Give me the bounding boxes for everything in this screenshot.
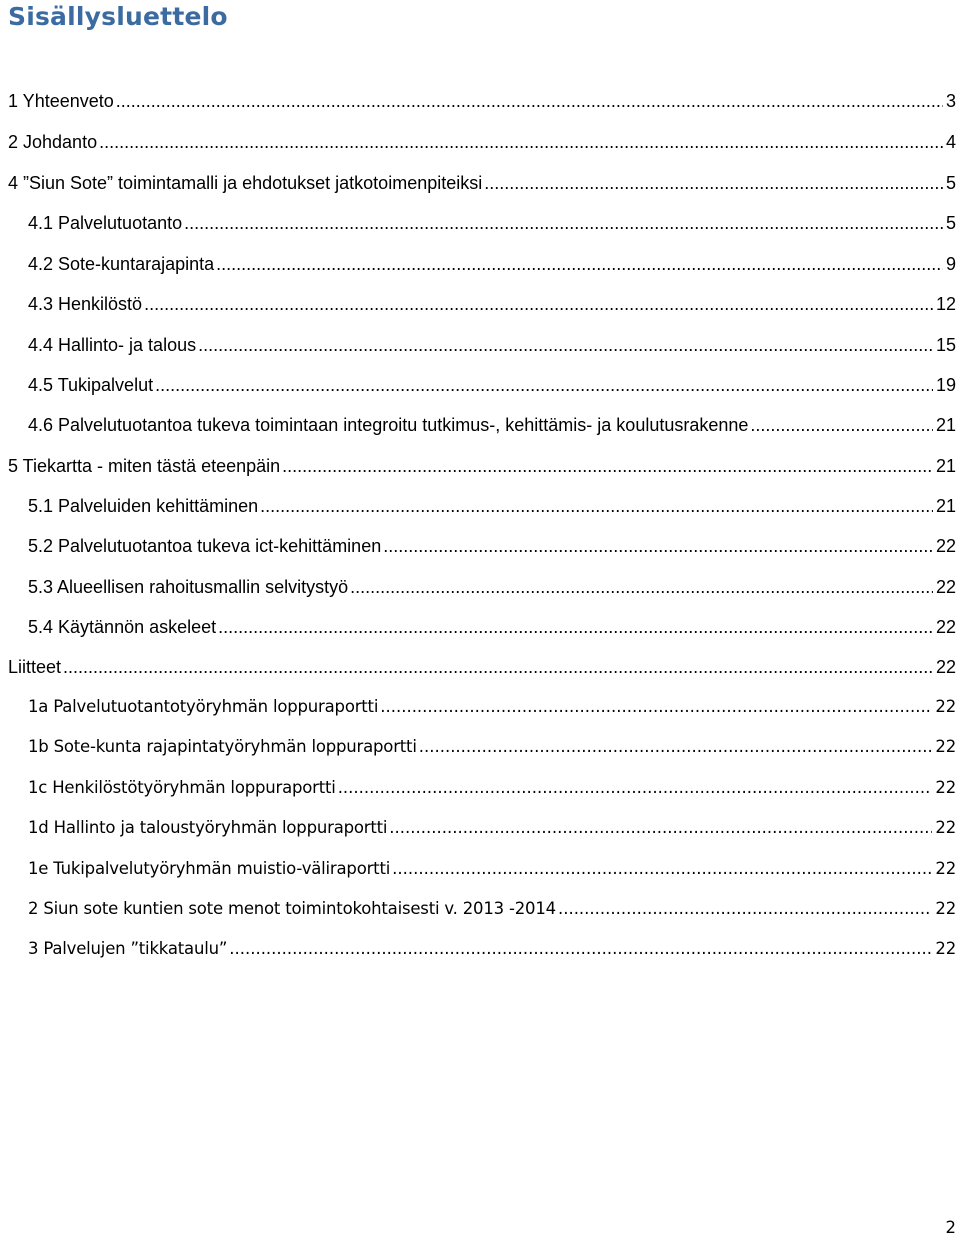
toc-entry-yhteenveto[interactable]: [8, 87, 956, 115]
toc-leader: [198, 331, 933, 359]
toc-entry-text: 5 Tiekartta - miten tästä eteenpäin: [8, 456, 281, 476]
toc-entry-text: 5.3 Alueellisen rahoitusmallin selvitystyö: [28, 577, 349, 597]
toc-leader: [184, 209, 943, 237]
toc-entry-text: 1e Tukipalvelutyöryhmän muistio-väliraportti: [28, 859, 391, 878]
toc-leader: [260, 492, 933, 520]
toc-entry-page: 21: [935, 496, 956, 516]
toc-entry-page: 22: [935, 899, 956, 918]
toc-entry-page: 22: [935, 536, 956, 556]
toc-entry-page: 5: [945, 213, 956, 233]
toc-entry-page: 22: [935, 939, 956, 958]
toc-leader: [558, 895, 932, 923]
toc-entry-henkilosto[interactable]: [28, 290, 956, 318]
toc-entry-sote-kuntarajapinta[interactable]: [28, 250, 956, 278]
toc-leader: [282, 452, 933, 480]
toc-entry-page: 12: [935, 294, 956, 314]
toc-entry-text: 4 ”Siun Sote” toimintamalli ja ehdotukset jatkotoimenpiteiksi: [8, 173, 483, 193]
toc-leader: [229, 935, 932, 963]
toc-entry-liitteet[interactable]: [8, 653, 956, 681]
toc-entry-page: 19: [935, 375, 956, 395]
toc-entry-text: 5.1 Palveluiden kehittäminen: [28, 496, 259, 516]
toc-leader: [389, 814, 932, 842]
toc-entry-page: 22: [935, 778, 956, 797]
toc-entry-page: 15: [935, 335, 956, 355]
toc-leader: [383, 532, 933, 560]
toc-entry-liite-1b[interactable]: [28, 733, 956, 761]
toc-entry-text: 4.6 Palvelutuotantoa tukeva toimintaan integroitu tutkimus-, kehittämis- ja koulutusrakenne: [28, 415, 749, 435]
toc-leader: [338, 774, 933, 802]
toc-leader: [218, 613, 933, 641]
toc-entry-page: 22: [935, 818, 956, 837]
toc-entry-page: 4: [945, 132, 956, 152]
toc-entry-page: 3: [945, 91, 956, 111]
toc-entry-toimintamalli[interactable]: [8, 169, 956, 197]
page-number: 2: [945, 1218, 956, 1237]
toc-entry-liite-1e[interactable]: [28, 855, 956, 883]
toc-leader: [116, 87, 943, 115]
toc-entry-page: 22: [935, 697, 956, 716]
toc-entry-page: 5: [945, 173, 956, 193]
toc-entry-text: 4.1 Palvelutuotanto: [28, 213, 183, 233]
toc-leader: [216, 250, 943, 278]
toc-entry-text: 4.4 Hallinto- ja talous: [28, 335, 197, 355]
toc-entry-text: Liitteet: [8, 657, 62, 677]
toc-entry-text: 5.4 Käytännön askeleet: [28, 617, 217, 637]
toc-entry-tki-rakenne[interactable]: [28, 411, 956, 439]
toc-entry-liite-1a[interactable]: [28, 693, 956, 721]
toc-leader: [155, 371, 933, 399]
toc-entry-text: 1d Hallinto ja taloustyöryhmän loppuraportti: [28, 818, 388, 837]
toc-entry-liite-3[interactable]: [28, 935, 956, 963]
toc-entry-text: 3 Palvelujen ”tikkataulu”: [28, 939, 228, 958]
toc-entry-text: 1 Yhteenveto: [8, 91, 114, 111]
toc-entry-text: 4.3 Henkilöstö: [28, 294, 143, 314]
toc-entry-palveluiden-kehittaminen[interactable]: [28, 492, 956, 520]
toc-entry-ict-kehittaminen[interactable]: [28, 532, 956, 560]
toc-entry-text: 1c Henkilöstötyöryhmän loppuraportti: [28, 778, 336, 797]
toc-entry-text: 4.2 Sote-kuntarajapinta: [28, 254, 215, 274]
toc-entry-liite-2[interactable]: [28, 895, 956, 923]
toc-leader: [484, 169, 943, 197]
toc-entry-rahoitusmalli[interactable]: [28, 573, 956, 601]
toc-leader: [144, 290, 933, 318]
toc-entry-tiekartta[interactable]: [8, 452, 956, 480]
toc-entry-page: 22: [935, 577, 956, 597]
toc-entry-page: 22: [935, 657, 956, 677]
toc-entry-page: 22: [935, 617, 956, 637]
toc-entry-page: 22: [935, 737, 956, 756]
toc-entry-page: 22: [935, 859, 956, 878]
toc-leader: [419, 733, 933, 761]
toc-entry-liite-1c[interactable]: [28, 774, 956, 802]
toc-leader: [63, 653, 933, 681]
toc-entry-text: 5.2 Palvelutuotantoa tukeva ict-kehittäminen: [28, 536, 382, 556]
toc-entry-text: 2 Siun sote kuntien sote menot toimintokohtaisesti v. 2013 -2014: [28, 899, 556, 918]
toc-entry-text: 1b Sote-kunta rajapintatyöryhmän loppuraportti: [28, 737, 417, 756]
toc-entry-page: 21: [935, 415, 956, 435]
toc-entry-text: 2 Johdanto: [8, 132, 98, 152]
toc-leader: [380, 693, 932, 721]
toc-entry-text: 4.5 Tukipalvelut: [28, 375, 154, 395]
toc-entry-kaytannon-askeleet[interactable]: [28, 613, 956, 641]
page-title: Sisällysluettelo: [8, 2, 228, 31]
toc-entry-text: 1a Palvelutuotantotyöryhmän loppuraportti: [28, 697, 379, 716]
toc-entry-tukipalvelut[interactable]: [28, 371, 956, 399]
toc-entry-page: 21: [935, 456, 956, 476]
toc-leader: [350, 573, 933, 601]
toc-leader: [99, 128, 943, 156]
toc-leader: [750, 411, 933, 439]
toc-entry-liite-1d[interactable]: [28, 814, 956, 842]
toc-entry-hallinto-talous[interactable]: [28, 331, 956, 359]
toc-entry-johdanto[interactable]: [8, 128, 956, 156]
toc-entry-page: 9: [945, 254, 956, 274]
toc-leader: [392, 855, 932, 883]
toc-entry-palvelutuotanto[interactable]: [28, 209, 956, 237]
